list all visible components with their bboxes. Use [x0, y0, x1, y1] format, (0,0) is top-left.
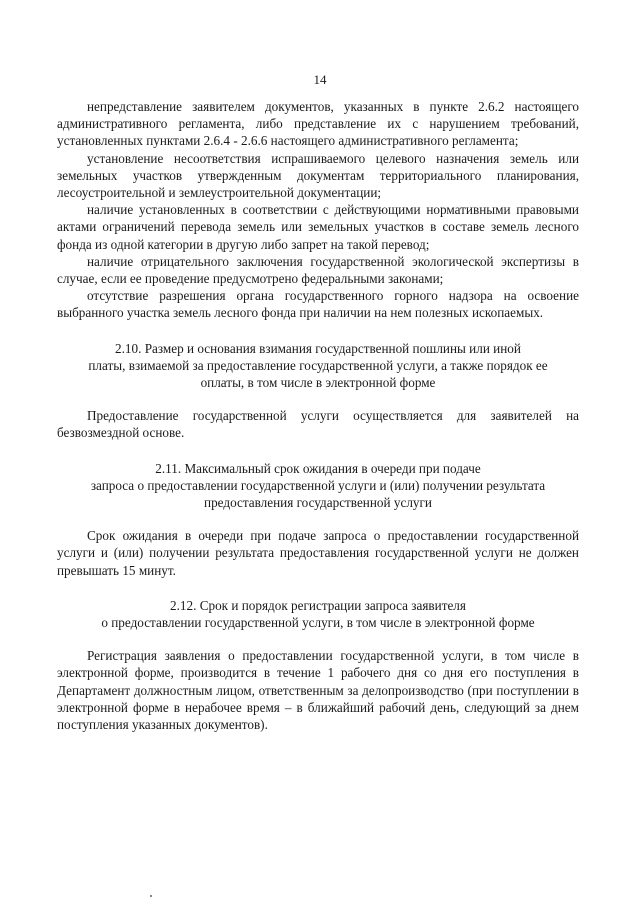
- scan-artifact: [150, 895, 152, 897]
- heading-line: 2.11. Максимальный срок ожидания в очереди при подаче: [155, 460, 481, 476]
- paragraph-transfer-restrictions: наличие установленных в соответствии с действующими нормативными правовыми актами ограничений перевода земель или земельных участков в составе земель лесного фонда из одной категории в другую либо запрет на такой перевод;: [57, 202, 579, 252]
- heading-line: оплаты, в том числе в электронной форме: [200, 375, 436, 391]
- paragraph-negative-expertise: наличие отрицательного заключения государственной экологической экспертизы в случае, если ее проведение предусмотрено федеральными законами;: [57, 253, 579, 287]
- section-2-11-heading: [57, 460, 579, 512]
- section-2-10-body: Предоставление государственной услуги осуществляется для заявителей на безвозмездной основе.: [57, 408, 579, 441]
- heading-line: запроса о предоставлении государственной услуги и (или) получении результата: [90, 477, 546, 493]
- section-2-12-body: Регистрация заявления о предоставлении государственной услуги, в том числе в электронной форме, производится в течение 1 рабочего дня со дня его поступления в Департамент должностным лицом, ответственным за делопроизводство (при поступлении в электронной форме в нерабочее время – в ближайший рабочий день, следующий за днем поступления указанных документов).: [57, 648, 579, 733]
- heading-line: платы, взимаемой за предоставление государственной услуги, а также порядок ее: [88, 357, 548, 373]
- heading-line: 2.12. Срок и порядок регистрации запроса заявителя: [170, 597, 466, 613]
- section-2-10-heading: [57, 340, 579, 392]
- heading-line: о предоставлении государственной услуги, в том числе в электронной форме: [101, 615, 535, 631]
- heading-line: 2.10. Размер и основания взимания государственной пошлины или иной: [115, 340, 521, 356]
- document-body: [57, 98, 579, 733]
- section-2-11-body: Срок ожидания в очереди при подаче запроса о предоставлении государственной услуги и (или) получении результата предоставления государственной услуги не должен превышать 15 минут.: [57, 528, 579, 578]
- page-number: 14: [313, 72, 327, 87]
- paragraph-mining-permit-absent: отсутствие разрешения органа государственного горного надзора на освоение выбранного участка земель лесного фонда при наличии на нем полезных ископаемых.: [57, 288, 579, 321]
- section-2-12-heading: [57, 597, 579, 631]
- paragraph-land-purpose-mismatch: установление несоответствия испрашиваемого целевого назначения земель или земельных участков утвержденным документам территориального планирования, лесоустроительной и землеустроительной документации;: [57, 150, 579, 201]
- paragraph-documents-not-submitted: непредставление заявителем документов, указанных в пункте 2.6.2 настоящего административного регламента, либо представление их с нарушением требований, установленных пунктами 2.6.4 - 2.6.6 настоящего административного регламента;: [57, 99, 579, 149]
- heading-line: предоставления государственной услуги: [204, 495, 432, 511]
